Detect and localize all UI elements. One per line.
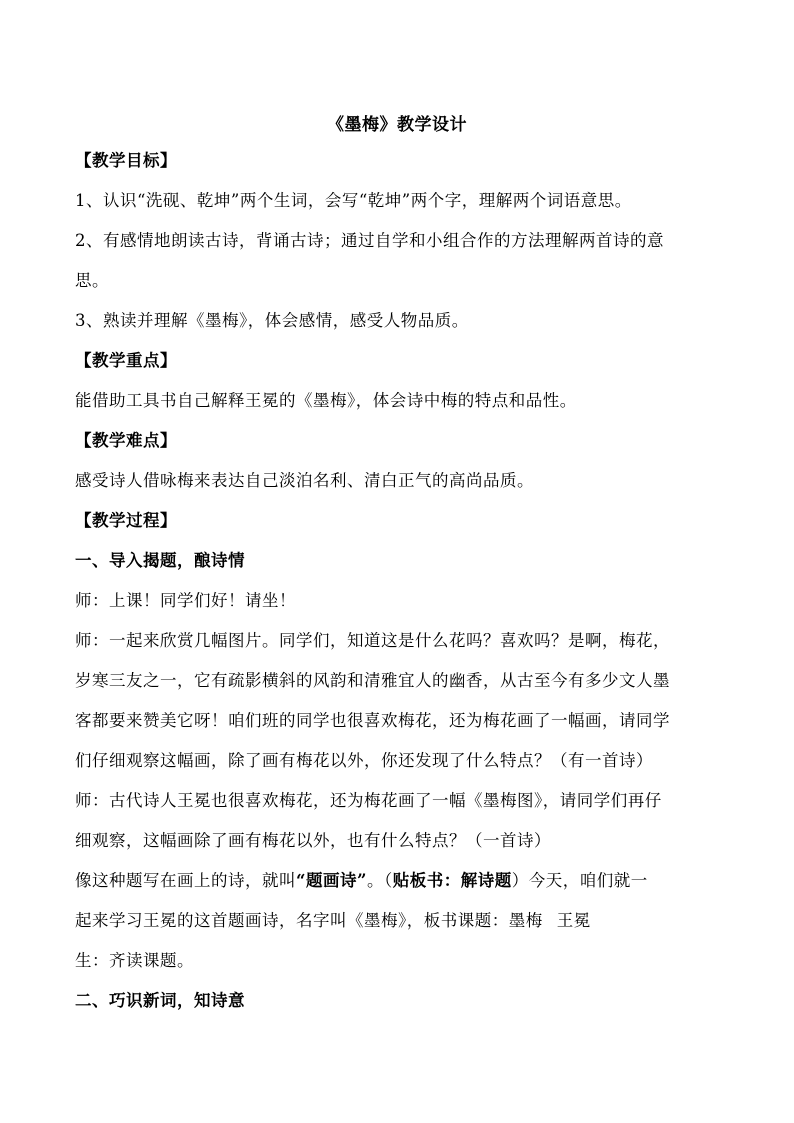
goal-2 — [75, 228, 719, 294]
goal-2-row-1: 2、有感情地朗读古诗，背诵古诗；通过自学和小组合作的方法理解两首诗的意 — [75, 231, 664, 250]
document-body — [75, 148, 719, 1028]
goal-1: 1、认识“洗砚、乾坤”两个生词，会写“乾坤”两个字，理解两个词语意思。 — [75, 191, 632, 210]
key-heading: 【教学重点】 — [75, 351, 177, 370]
paragraph-2-row-2: 岁寒三友之一，它有疏影横斜的风韵和清雅宜人的幽香，从古至今有多少文人墨 — [75, 671, 670, 690]
document-title: 《墨梅》教学设计 — [327, 115, 467, 135]
paragraph-3 — [75, 788, 719, 854]
paragraph-1: 师：上课！同学们好！请坐！ — [75, 591, 296, 610]
p4-text-c: 。（ — [366, 871, 393, 890]
process-heading: 【教学过程】 — [75, 511, 177, 530]
goals-heading: 【教学目标】 — [75, 151, 177, 170]
difficulty-heading: 【教学难点】 — [75, 431, 177, 450]
goal-2-row-2: 思。 — [75, 271, 109, 290]
section-2-heading: 二、巧识新词，知诗意 — [75, 991, 245, 1010]
paragraph-3-row-1: 师：古代诗人王冕也很喜欢梅花，还为梅花画了一幅《墨梅图》，请同学们再仔 — [75, 791, 662, 810]
difficulty-text: 感受诗人借咏梅来表达自己淡泊名利、清白正气的高尚品质。 — [75, 471, 534, 490]
paragraph-5: 生：齐读课题。 — [75, 951, 194, 970]
p4-row2-text: 起来学习王冕的这首题画诗，名字叫《墨梅》，板书课题：墨梅 — [75, 911, 543, 930]
key-text: 能借助工具书自己解释王冕的《墨梅》，体会诗中梅的特点和品性。 — [75, 391, 577, 410]
paragraph-4 — [75, 868, 719, 934]
paragraph-4-row-1 — [75, 868, 719, 908]
p4-row2-author: 王冕 — [556, 911, 591, 930]
p4-text-a: 像这种题写在画上的诗，就叫 — [75, 871, 296, 890]
p4-board-note: 贴板书：解诗题 — [392, 871, 512, 890]
p4-term-bold: “题画诗” — [296, 871, 367, 890]
section-1-heading: 一、导入揭题，酿诗情 — [75, 551, 245, 570]
paragraph-2-row-3: 客都要来赞美它呀！咱们班的同学也很喜欢梅花，还为梅花画了一幅画，请同学 — [75, 711, 670, 730]
goal-3: 3、熟读并理解《墨梅》，体会感情，感受人物品质。 — [75, 311, 469, 330]
p4-text-e: ）今天，咱们就一 — [511, 871, 648, 890]
paragraph-4-row-2 — [75, 908, 719, 934]
paragraph-2 — [75, 628, 719, 774]
paragraph-3-row-2: 细观察，这幅画除了画有梅花以外，也有什么特点？（一首诗） — [75, 831, 551, 850]
paragraph-2-row-4: 们仔细观察这幅画，除了画有梅花以外，你还发现了什么特点？（有一首诗） — [75, 751, 653, 770]
paragraph-2-row-1: 师：一起来欣赏几幅图片。同学们，知道这是什么花吗？喜欢吗？是啊，梅花， — [75, 631, 670, 650]
